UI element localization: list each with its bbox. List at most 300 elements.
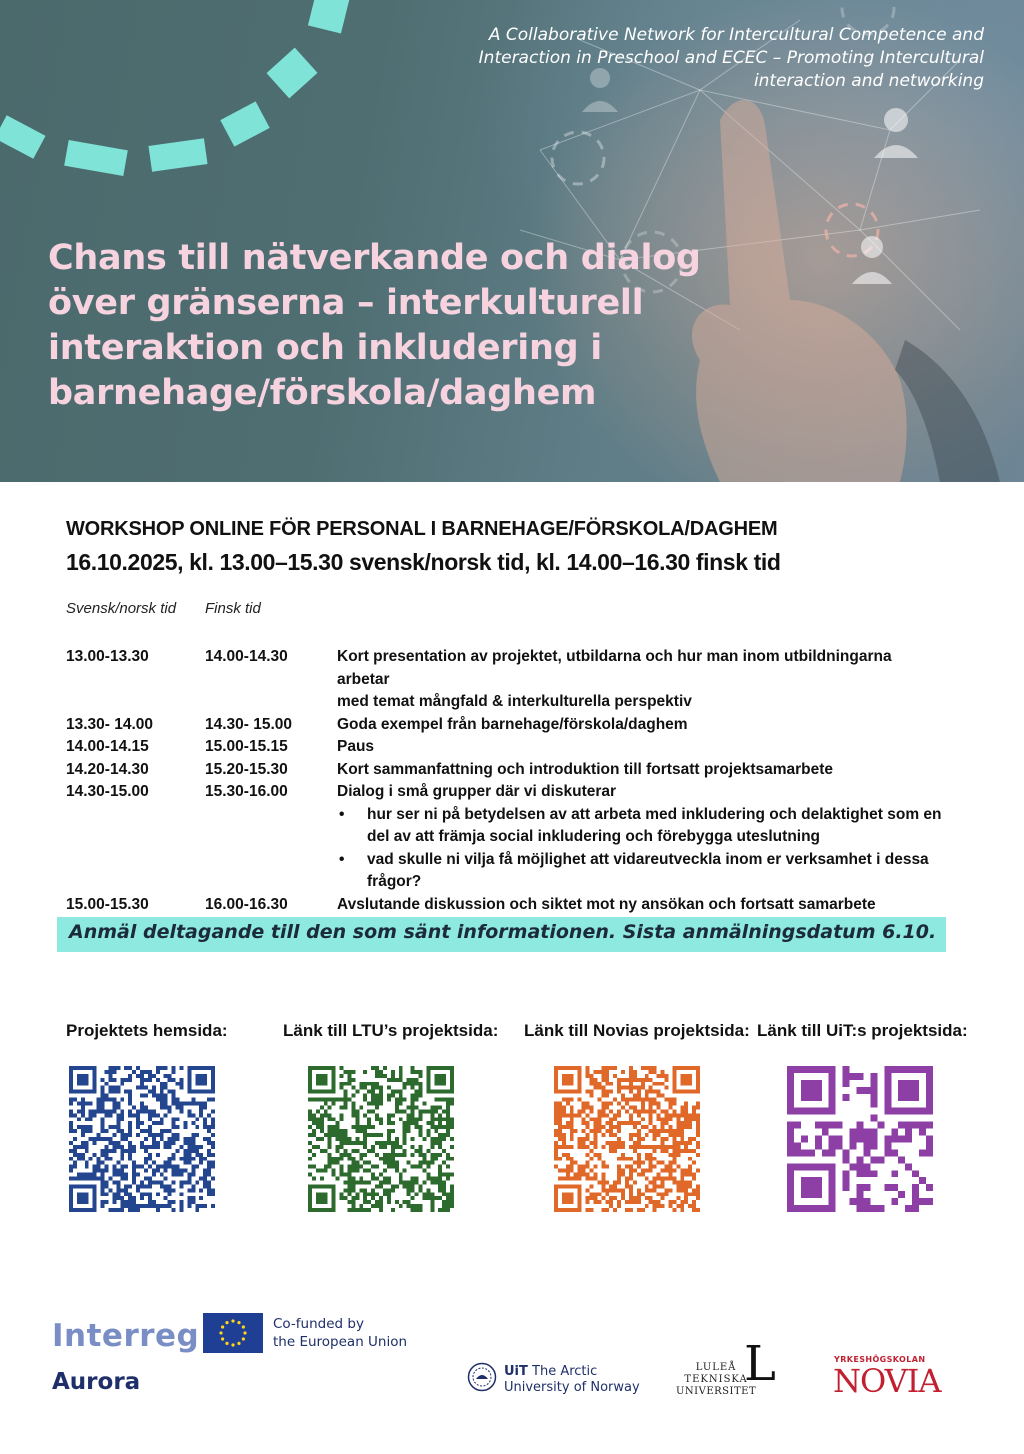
qr-module — [637, 1208, 641, 1212]
qr-module — [308, 1173, 312, 1177]
qr-module — [633, 1105, 637, 1109]
qr-module — [434, 1180, 438, 1184]
qr-module — [645, 1157, 649, 1161]
qr-module — [450, 1145, 454, 1149]
qr-module — [661, 1082, 665, 1086]
qr-module — [207, 1129, 211, 1133]
qr-module — [172, 1078, 176, 1082]
qr-module — [363, 1200, 367, 1204]
qr-module — [308, 1113, 312, 1117]
qr-module — [645, 1094, 649, 1098]
qr-module — [152, 1086, 156, 1090]
qr-module — [653, 1149, 657, 1153]
qr-module — [97, 1176, 101, 1180]
qr-module — [554, 1165, 558, 1169]
qr-module — [438, 1165, 442, 1169]
qr-module — [172, 1125, 176, 1129]
qr-module — [168, 1200, 172, 1204]
qr-module — [403, 1133, 407, 1137]
qr-module — [128, 1109, 132, 1113]
qr-module — [187, 1153, 191, 1157]
qr-module — [442, 1192, 446, 1196]
qr-module — [403, 1098, 407, 1102]
qr-module — [625, 1165, 629, 1169]
qr-module — [411, 1109, 415, 1113]
qr-module — [629, 1184, 633, 1188]
qr-module — [355, 1117, 359, 1121]
qr-module — [863, 1198, 870, 1205]
qr-module — [680, 1113, 684, 1117]
qr-module — [367, 1117, 371, 1121]
qr-module — [590, 1149, 594, 1153]
qr-module — [590, 1129, 594, 1133]
qr-module — [156, 1153, 160, 1157]
qr-module — [93, 1137, 97, 1141]
qr-module — [672, 1098, 676, 1102]
qr-module — [124, 1149, 128, 1153]
qr-module — [657, 1102, 661, 1106]
qr-module — [664, 1109, 668, 1113]
qr-module — [912, 1122, 919, 1129]
qr-module — [391, 1184, 395, 1188]
qr-module — [664, 1129, 668, 1133]
qr-module — [172, 1070, 176, 1074]
qr-module — [359, 1165, 363, 1169]
qr-module — [124, 1204, 128, 1208]
co-funded-by-eu — [273, 1315, 407, 1351]
qr-module — [148, 1180, 152, 1184]
qr-module — [332, 1102, 336, 1106]
qr-module — [105, 1157, 109, 1161]
qr-module — [605, 1113, 609, 1117]
qr-module — [633, 1161, 637, 1165]
qr-module — [179, 1180, 183, 1184]
workshop-date: 16.10.2025, kl. 13.00–15.30 svensk/norsk tid, kl. 14.00–16.30 finsk tid — [66, 549, 781, 575]
eu-flag-icon — [203, 1313, 263, 1353]
qr-module — [148, 1184, 152, 1188]
qr-module — [597, 1180, 601, 1184]
qr-module — [597, 1098, 601, 1102]
qr-module — [183, 1169, 187, 1173]
qr-module — [347, 1137, 351, 1141]
qr-module — [359, 1208, 363, 1212]
qr-module — [383, 1145, 387, 1149]
qr-module — [446, 1157, 450, 1161]
eu-star — [231, 1319, 234, 1322]
qr-module — [558, 1102, 562, 1106]
qr-code-project-website[interactable] — [69, 1066, 215, 1212]
qr-module — [120, 1176, 124, 1180]
qr-module — [108, 1078, 112, 1082]
qr-module — [664, 1192, 668, 1196]
qr-module — [430, 1121, 434, 1125]
qr-module — [586, 1105, 590, 1109]
qr-module — [101, 1125, 105, 1129]
qr-module — [347, 1180, 351, 1184]
qr-module — [160, 1082, 164, 1086]
qr-module — [367, 1169, 371, 1173]
qr-module — [554, 1149, 558, 1153]
qr-module — [625, 1121, 629, 1125]
qr-module — [582, 1169, 586, 1173]
qr-module — [649, 1102, 653, 1106]
qr-module — [578, 1098, 582, 1102]
qr-module — [668, 1173, 672, 1177]
qr-module — [558, 1113, 562, 1117]
qr-module — [395, 1078, 399, 1082]
qr-module — [101, 1102, 105, 1106]
qr-module — [637, 1090, 641, 1094]
qr-module — [578, 1113, 582, 1117]
qr-module — [387, 1098, 391, 1102]
qr-module — [168, 1078, 172, 1082]
qr-module — [363, 1129, 367, 1133]
qr-module — [164, 1165, 168, 1169]
qr-module — [105, 1192, 109, 1196]
qr-module — [450, 1125, 454, 1129]
qr-module — [128, 1141, 132, 1145]
qr-module — [116, 1184, 120, 1188]
qr-module — [633, 1086, 637, 1090]
qr-module — [593, 1196, 597, 1200]
qr-module — [870, 1136, 877, 1143]
qr-module — [183, 1102, 187, 1106]
qr-module — [120, 1173, 124, 1177]
qr-module — [172, 1165, 176, 1169]
qr-module — [637, 1113, 641, 1117]
qr-module — [363, 1094, 367, 1098]
aurora-program-name: Aurora — [52, 1369, 141, 1395]
qr-module — [625, 1200, 629, 1204]
qr-module — [105, 1137, 109, 1141]
qr-module — [69, 1165, 73, 1169]
qr-module — [101, 1204, 105, 1208]
qr-module — [411, 1165, 415, 1169]
qr-module — [105, 1113, 109, 1117]
qr-module — [593, 1117, 597, 1121]
qr-module — [81, 1129, 85, 1133]
qr-module — [363, 1098, 367, 1102]
qr-module — [870, 1080, 877, 1087]
qr-code-ltu[interactable] — [308, 1066, 454, 1212]
qr-module — [597, 1086, 601, 1090]
qr-module — [680, 1208, 684, 1212]
qr-module — [347, 1078, 351, 1082]
qr-module — [672, 1109, 676, 1113]
qr-module — [355, 1180, 359, 1184]
qr-module — [179, 1066, 183, 1070]
qr-module — [566, 1121, 570, 1125]
qr-module — [132, 1070, 136, 1074]
qr-module — [383, 1066, 387, 1070]
qr-module — [442, 1149, 446, 1153]
qr-module — [379, 1180, 383, 1184]
qr-module — [641, 1161, 645, 1165]
qr-module — [593, 1200, 597, 1204]
qr-module — [395, 1169, 399, 1173]
qr-module — [77, 1102, 81, 1106]
qr-module — [136, 1117, 140, 1121]
agenda-line: Kort presentation av projektet, utbildarna och hur man inom utbildningarna arbetar — [337, 648, 892, 688]
qr-module — [418, 1188, 422, 1192]
qr-module — [195, 1180, 199, 1184]
qr-module — [136, 1125, 140, 1129]
qr-module — [367, 1082, 371, 1086]
qr-module — [160, 1204, 164, 1208]
qr-module — [621, 1188, 625, 1192]
qr-module — [105, 1149, 109, 1153]
qr-module — [351, 1094, 355, 1098]
qr-module — [653, 1109, 657, 1113]
qr-module — [926, 1122, 933, 1129]
qr-module — [422, 1169, 426, 1173]
qr-module — [120, 1098, 124, 1102]
qr-module — [179, 1173, 183, 1177]
qr-module — [128, 1129, 132, 1133]
qr-module — [692, 1188, 696, 1192]
qr-module — [363, 1086, 367, 1090]
qr-module — [418, 1161, 422, 1165]
qr-module — [108, 1149, 112, 1153]
qr-module — [120, 1208, 124, 1212]
qr-module — [340, 1173, 344, 1177]
qr-module — [116, 1161, 120, 1165]
qr-module — [411, 1204, 415, 1208]
qr-module — [621, 1153, 625, 1157]
qr-module — [450, 1188, 454, 1192]
qr-module — [653, 1098, 657, 1102]
qr-module — [332, 1133, 336, 1137]
qr-module — [101, 1161, 105, 1165]
qr-module — [128, 1113, 132, 1117]
qr-module — [578, 1169, 582, 1173]
qr-module — [653, 1188, 657, 1192]
qr-module — [379, 1173, 383, 1177]
qr-module — [645, 1169, 649, 1173]
qr-module — [85, 1161, 89, 1165]
qr-module — [73, 1153, 77, 1157]
qr-module — [308, 1125, 312, 1129]
qr-module — [391, 1149, 395, 1153]
qr-module — [426, 1188, 430, 1192]
qr-module — [391, 1090, 395, 1094]
qr-module — [136, 1121, 140, 1125]
qr-module — [430, 1192, 434, 1196]
qr-module — [661, 1137, 665, 1141]
qr-module — [164, 1086, 168, 1090]
qr-module — [558, 1133, 562, 1137]
qr-module — [418, 1208, 422, 1212]
qr-module — [132, 1208, 136, 1212]
qr-module — [395, 1102, 399, 1106]
qr-module — [183, 1125, 187, 1129]
qr-module — [375, 1204, 379, 1208]
qr-module — [199, 1102, 203, 1106]
qr-module — [152, 1200, 156, 1204]
qr-module — [593, 1176, 597, 1180]
qr-module — [340, 1105, 344, 1109]
qr-module — [379, 1157, 383, 1161]
qr-module — [156, 1169, 160, 1173]
qr-module — [81, 1153, 85, 1157]
qr-module — [657, 1145, 661, 1149]
qr-module — [344, 1149, 348, 1153]
qr-module — [645, 1145, 649, 1149]
qr-module — [399, 1078, 403, 1082]
qr-module — [97, 1165, 101, 1169]
qr-module — [676, 1129, 680, 1133]
qr-module — [857, 1136, 864, 1143]
qr-module — [653, 1082, 657, 1086]
qr-module — [160, 1105, 164, 1109]
qr-module — [829, 1149, 836, 1156]
qr-module — [633, 1200, 637, 1204]
schedule-row — [66, 894, 946, 917]
qr-module — [395, 1200, 399, 1204]
qr-module — [672, 1169, 676, 1173]
qr-module — [340, 1066, 344, 1070]
qr-module — [351, 1184, 355, 1188]
qr-module — [140, 1070, 144, 1074]
qr-module — [884, 1142, 891, 1149]
qr-module — [426, 1133, 430, 1137]
qr-module — [688, 1169, 692, 1173]
qr-module — [403, 1200, 407, 1204]
qr-module — [617, 1204, 621, 1208]
qr-module — [586, 1188, 590, 1192]
qr-module — [363, 1137, 367, 1141]
qr-module — [617, 1188, 621, 1192]
qr-module — [657, 1105, 661, 1109]
qr-module — [395, 1137, 399, 1141]
qr-module — [152, 1145, 156, 1149]
qr-module — [320, 1149, 324, 1153]
qr-module — [696, 1129, 700, 1133]
qr-module — [680, 1141, 684, 1145]
qr-module — [89, 1109, 93, 1113]
qr-module — [387, 1086, 391, 1090]
qr-module — [411, 1113, 415, 1117]
qr-module — [863, 1184, 870, 1191]
qr-module — [391, 1145, 395, 1149]
qr-module — [601, 1180, 605, 1184]
qr-module — [199, 1145, 203, 1149]
qr-module — [324, 1098, 328, 1102]
qr-module — [207, 1125, 211, 1129]
qr-module — [668, 1133, 672, 1137]
eu-star — [242, 1337, 245, 1340]
qr-module — [399, 1180, 403, 1184]
qr-module — [336, 1176, 340, 1180]
qr-finder — [680, 1074, 692, 1086]
qr-module — [211, 1121, 215, 1125]
qr-module — [434, 1105, 438, 1109]
qr-module — [211, 1176, 215, 1180]
qr-module — [629, 1145, 633, 1149]
qr-module — [850, 1073, 857, 1080]
qr-module — [195, 1102, 199, 1106]
qr-module — [649, 1109, 653, 1113]
qr-module — [586, 1113, 590, 1117]
qr-module — [351, 1165, 355, 1169]
qr-module — [371, 1082, 375, 1086]
qr-module — [199, 1109, 203, 1113]
qr-module — [601, 1074, 605, 1078]
qr-module — [207, 1188, 211, 1192]
time-swedish: 15.00-15.30 — [66, 895, 149, 913]
qr-module — [680, 1105, 684, 1109]
qr-module — [328, 1145, 332, 1149]
qr-module — [116, 1090, 120, 1094]
qr-module — [120, 1169, 124, 1173]
qr-module — [101, 1149, 105, 1153]
qr-module — [430, 1125, 434, 1129]
qr-module — [136, 1086, 140, 1090]
qr-module — [152, 1109, 156, 1113]
qr-module — [148, 1200, 152, 1204]
qr-module — [613, 1098, 617, 1102]
qr-module — [371, 1098, 375, 1102]
qr-module — [829, 1136, 836, 1143]
qr-module — [672, 1129, 676, 1133]
qr-module — [128, 1133, 132, 1137]
qr-module — [601, 1125, 605, 1129]
qr-module — [688, 1125, 692, 1129]
qr-module — [661, 1125, 665, 1129]
qr-module — [332, 1157, 336, 1161]
qr-module — [629, 1090, 633, 1094]
qr-module — [379, 1102, 383, 1106]
qr-module — [843, 1080, 850, 1087]
qr-module — [446, 1125, 450, 1129]
qr-module — [160, 1094, 164, 1098]
qr-module — [344, 1133, 348, 1137]
qr-code-novia[interactable] — [554, 1066, 700, 1212]
qr-module — [586, 1121, 590, 1125]
qr-code-uit[interactable] — [787, 1066, 933, 1212]
qr-module — [696, 1105, 700, 1109]
qr-module — [434, 1141, 438, 1145]
qr-module — [336, 1121, 340, 1125]
qr-module — [391, 1208, 395, 1212]
qr-module — [120, 1200, 124, 1204]
qr-module — [629, 1078, 633, 1082]
qr-module — [621, 1098, 625, 1102]
qr-module — [344, 1137, 348, 1141]
qr-module — [446, 1109, 450, 1113]
qr-module — [692, 1161, 696, 1165]
qr-module — [395, 1098, 399, 1102]
qr-module — [387, 1113, 391, 1117]
qr-module — [637, 1086, 641, 1090]
qr-module — [168, 1145, 172, 1149]
qr-module — [183, 1153, 187, 1157]
qr-module — [403, 1125, 407, 1129]
qr-module — [191, 1145, 195, 1149]
qr-module — [696, 1133, 700, 1137]
qr-module — [207, 1180, 211, 1184]
qr-module — [97, 1133, 101, 1137]
qr-module — [379, 1074, 383, 1078]
qr-module — [415, 1180, 419, 1184]
qr-module — [629, 1082, 633, 1086]
qr-module — [399, 1094, 403, 1098]
qr-module — [558, 1109, 562, 1113]
qr-module — [641, 1109, 645, 1113]
qr-module — [164, 1105, 168, 1109]
qr-module — [187, 1196, 191, 1200]
qr-module — [112, 1070, 116, 1074]
